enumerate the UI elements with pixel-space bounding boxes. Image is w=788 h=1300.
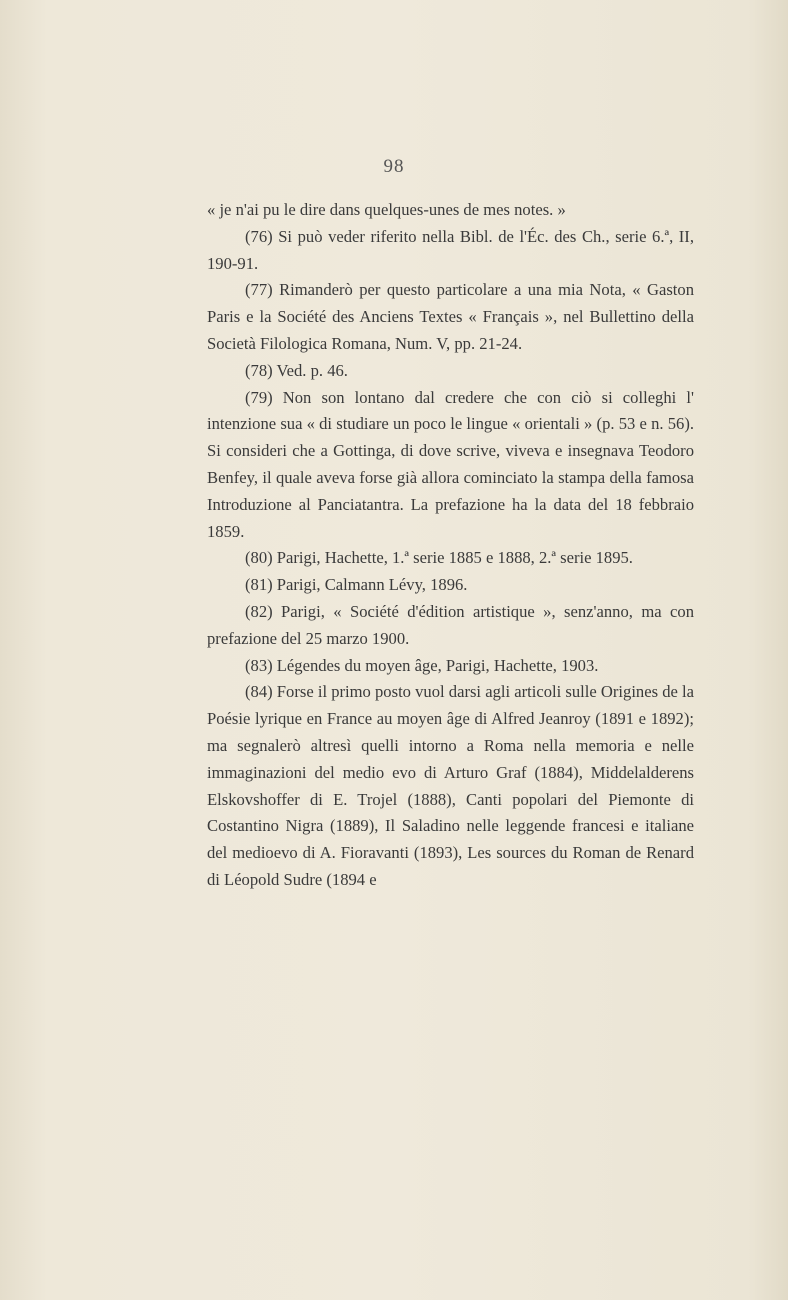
note-80: (80) Parigi, Hachette, 1.ª serie 1885 e 1888, 2.ª serie 1895. xyxy=(245,548,633,568)
note-78: (78) Ved. p. 46. xyxy=(245,360,348,380)
page-number: 98 xyxy=(383,156,405,177)
note-83: (83) Légendes du moyen âge, Parigi, Hachette, 1903. xyxy=(245,655,599,675)
note-continuation: « je n'ai pu le dire dans quelques-unes de mes notes. » xyxy=(207,200,566,219)
note-76: (76) Si può veder riferito nella Bibl. de l'Éc. des Ch., serie 6.ª, II, 190-91. xyxy=(207,226,694,273)
note-79: (79) Non son lontano dal credere che con ciò si colleghi l' intenzione sua « di studiare un poco le lingue « orientali » (p. 53 e n. 56). Si consideri che a Gottinga, di dove scrive, viveva e insegnava Teodoro Benfey, il quale aveva forse già allora cominciato la stampa della famosa Introduzione al Panciatantra. La prefazione ha la data del 18 febbraio 1859. xyxy=(207,387,694,541)
note-82: (82) Parigi, « Société d'édition artistique », senz'anno, ma con prefazione del 25 marzo 1900. xyxy=(207,601,694,648)
note-84: (84) Forse il primo posto vuol darsi agli articoli sulle Origines de la Poésie lyrique en France au moyen âge di Alfred Jeanroy (1891 e 1892); ma segnalerò altresì quelli intorno a Roma nella memoria e nelle immaginazioni del medio evo di Arturo Graf (1884), Middelalderens Elskovshoffer di E. Trojel (1888), Canti popolari del Piemonte di Costantino Nigra (1889), Il Saladino nelle leggende francesi e italiane del medioevo di A. Fioravanti (1893), Les sources du Roman de Renard di Léopold Sudre (1894 e xyxy=(207,682,694,889)
note-81: (81) Parigi, Calmann Lévy, 1896. xyxy=(245,575,468,595)
note-77: (77) Rimanderò per questo particolare a una mia Nota, « Gaston Paris e la Société des Anciens Textes « Français », nel Bullettino della Società Filologica Romana, Num. V, pp. 21-24. xyxy=(207,280,694,353)
footnotes-block xyxy=(207,197,694,894)
